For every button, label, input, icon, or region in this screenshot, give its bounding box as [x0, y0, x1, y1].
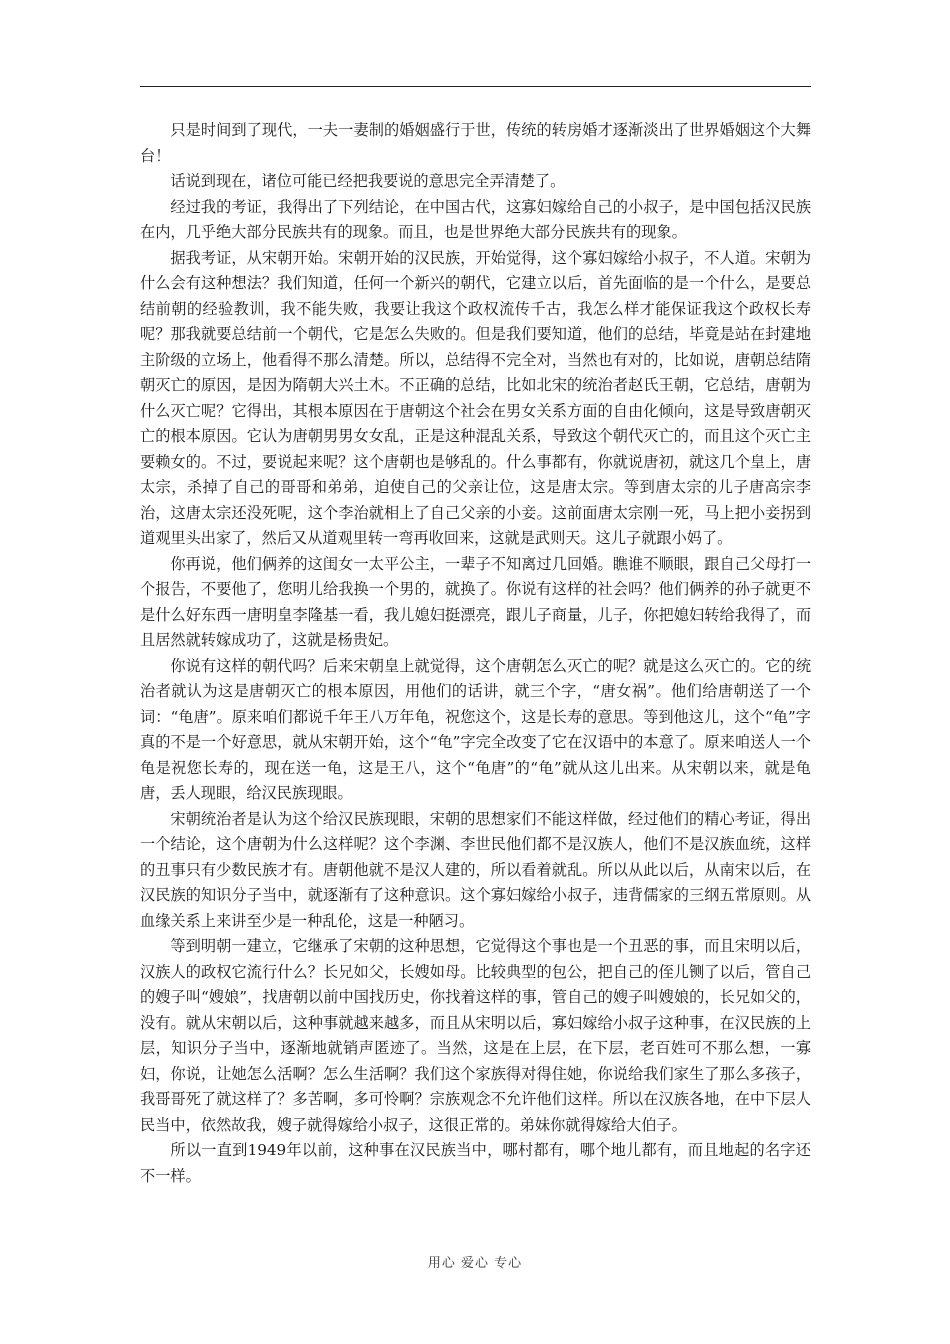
paragraph-1: 只是时间到了现代，一夫一妻制的婚姻盛行于世，传统的转房婚才逐渐淡出了世界婚姻这个大舞台！ — [140, 121, 811, 165]
paragraph-4: 据我考证，从宋朝开始。宋朝开始的汉民族，开始觉得，这个寡妇嫁给小叔子，不人道。宋朝为什么会有这种想法？我们知道，任何一个新兴的朝代，它建立以后，首先面临的是一个什么，是要总结前朝的经验教训，我不能失败，我要让我这个政权流传千古，我怎么样才能保证我这个政权长寿呢？那我就要总结前一个朝代，它是怎么失败的。但是我们要知道，他们的总结，毕竟是站在封建地主阶级的立场上，他看得不那么清楚。所以，总结得不完全对，当然也有对的，比如说，唐朝总结隋朝灭亡的原因，是因为隋朝大兴土木。不正确的总结，比如北宋的统治者赵氏王朝，它总结，唐朝为什么灭亡呢？它得出，其根本原因在于唐朝这个社会在男女关系方面的自由化倾向，这是导致唐朝灭亡的根本原因。它认为唐朝男男女女乱，正是这种混乱关系，导致这个朝代灭亡的，而且这个灭亡主要赖女的。不过，要说起来呢？这个唐朝也是够乱的。什么事都有，你就说唐初，就这几个皇上，唐太宗，杀掉了自己的哥哥和弟弟，迫使自己的父亲让位，这是唐太宗。等到唐太宗的儿子唐高宗李治，这唐太宗还没死呢，这个李治就相上了自己父亲的小妾。这前面唐太宗刚一死，马上把小妾拐到道观里头出家了，然后又从道观里转一弯再收回来，这就是武则天。这儿子就跟小妈了。 — [140, 248, 811, 547]
paragraph-9: 所以一直到1949年以前，这种事在汉民族当中，哪村都有，哪个地儿都有，而且地起的名字还不一样。 — [140, 1141, 811, 1185]
article-body — [140, 118, 811, 1189]
paragraph-7: 宋朝统治者是认为这个给汉民族现眼，宋朝的思想家们不能这样做，经过他们的精心考证，得出一个结论，这个唐朝为什么这样呢？这个李渊、李世民他们都不是汉族人，他们不是汉族血统，这样的丑事只有少数民族才有。唐朝他就不是汉人建的，所以看着就乱。所以从此以后，从南宋以后，在汉民族的知识分子当中，就逐渐有了这种意识。这个寡妇嫁给小叔子，违背儒家的三纲五常原则。从血缘关系上来讲至少是一种乱伦，这是一种陋习。 — [140, 809, 811, 930]
paragraph-3: 经过我的考证，我得出了下列结论，在中国古代，这寡妇嫁给自己的小叔子，是中国包括汉民族在内，几乎绝大部分民族共有的现象。而且，也是世界绝大部分民族共有的现象。 — [140, 197, 811, 241]
paragraph-5: 你再说，他们俩养的这闺女一太平公主，一辈子不知离过几回婚。瞧谁不顺眼，跟自己父母打一个报告，不要他了，您明儿给我换一个男的，就换了。你说有这样的社会吗？他们俩养的孙子就更不是什么好东西一唐明皇李隆基一看，我儿媳妇挺漂亮，跟儿子商量，儿子，你把媳妇转给我得了，而且居然就转嫁成功了，这就是杨贵妃。 — [140, 554, 811, 649]
page-footer: 用心 爱心 专心 — [427, 1256, 523, 1271]
header-rule — [140, 86, 811, 87]
paragraph-2: 话说到现在，诸位可能已经把我要说的意思完全弄清楚了。 — [170, 172, 566, 190]
paragraph-8: 等到明朝一建立，它继承了宋朝的这种思想，它觉得这个事也是一个丑恶的事，而且宋明以后，汉族人的政权它流行什么？长兄如父，长嫂如母。比较典型的包公，把自己的侄儿铡了以后，管自己的嫂子叫“嫂娘”，找唐朝以前中国找历史，你找着这样的事，管自己的嫂子叫嫂娘的，长兄如父的，没有。就从宋朝以后，这种事就越来越多，而且从宋明以后，寡妇嫁给小叔子这种事，在汉民族的上层，知识分子当中，逐渐地就销声匿迹了。当然，这是在上层，在下层，老百姓可不那么想，一寡妇，你说，让她怎么活啊？怎么生活啊？我们这个家族得对得住她，你说给我们家生了那么多孩子，我哥哥死了就这样了？多苦啊，多可怜啊？宗族观念不允许他们这样。所以在汉族各地，在中下层人民当中，依然故我，嫂子就得嫁给小叔子，这很正常的。弟妹你就得嫁给大伯子。 — [140, 937, 811, 1134]
paragraph-6: 你说有这样的朝代吗？后来宋朝皇上就觉得，这个唐朝怎么灭亡的呢？就是这么灭亡的。它的统治者就认为这是唐朝灭亡的根本原因，用他们的话讲，就三个字，“唐女祸”。他们给唐朝送了一个词：“龟唐”。原来咱们都说千年王八万年龟，祝您这个，这是长寿的意思。等到他这儿，这个“龟”字真的不是一个好意思，就从宋朝开始，这个“龟”字完全改变了它在汉语中的本意了。原来咱送人一个龟是祝您长寿的，现在送一龟，这是王八，这个“龟唐”的“龟”就从这儿出来。从宋朝以来，就是龟唐，丢人现眼，给汉民族现眼。 — [140, 656, 811, 802]
